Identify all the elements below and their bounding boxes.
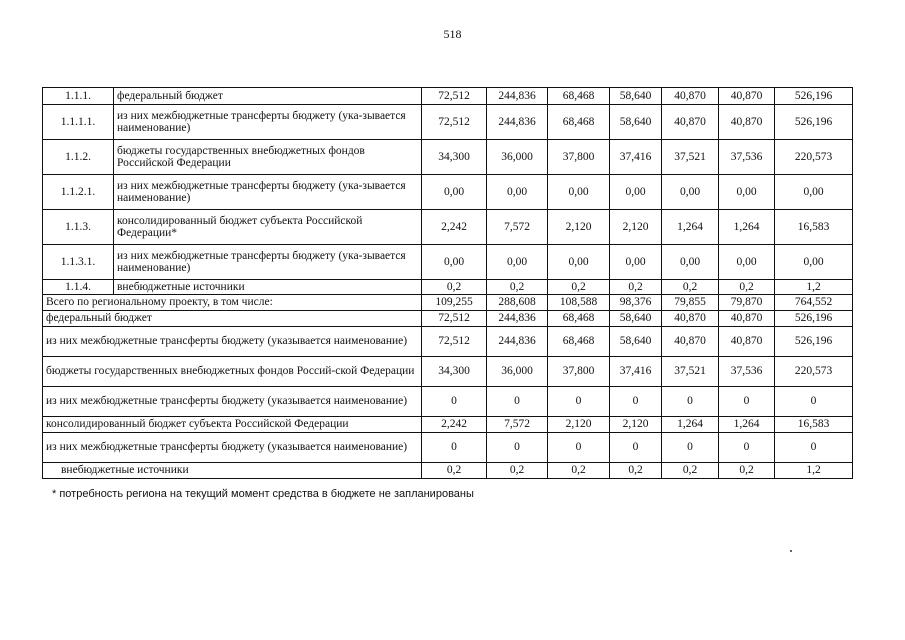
table-row	[43, 280, 853, 295]
summary-row-name: федеральный бюджет	[43, 311, 422, 327]
value-cell: 0,2	[719, 463, 775, 479]
value-cell: 7,572	[487, 210, 548, 245]
value-cell: 244,836	[487, 88, 548, 105]
total-cell: 16,583	[775, 417, 853, 433]
value-cell: 79,870	[719, 295, 775, 311]
row-code: 1.1.1.1.	[43, 105, 114, 140]
total-cell: 1,2	[775, 280, 853, 295]
page-number: 518	[443, 27, 462, 41]
total-cell: 16,583	[775, 210, 853, 245]
value-cell: 0	[610, 387, 662, 417]
table-row	[43, 175, 853, 210]
summary-row	[43, 311, 853, 327]
value-cell: 109,255	[422, 295, 487, 311]
row-code: 1.1.2.	[43, 140, 114, 175]
value-cell: 0	[548, 433, 610, 463]
value-cell: 0	[719, 387, 775, 417]
table-row	[43, 245, 853, 280]
value-cell: 288,608	[487, 295, 548, 311]
value-cell: 68,468	[548, 88, 610, 105]
value-cell: 37,536	[719, 140, 775, 175]
row-name: консолидированный бюджет субъекта Российской Федерации*	[114, 210, 422, 245]
row-name: федеральный бюджет	[114, 88, 422, 105]
summary-row	[43, 357, 853, 387]
total-cell: 526,196	[775, 88, 853, 105]
table-row	[43, 140, 853, 175]
value-cell: 58,640	[610, 327, 662, 357]
value-cell: 0,2	[719, 280, 775, 295]
value-cell: 34,300	[422, 140, 487, 175]
value-cell: 0,00	[610, 175, 662, 210]
value-cell: 1,264	[662, 417, 719, 433]
value-cell: 2,120	[610, 210, 662, 245]
value-cell: 0	[487, 387, 548, 417]
value-cell: 0,00	[662, 175, 719, 210]
total-cell: 220,573	[775, 357, 853, 387]
value-cell: 0,00	[719, 245, 775, 280]
summary-row	[43, 295, 853, 311]
value-cell: 2,242	[422, 210, 487, 245]
value-cell: 40,870	[719, 88, 775, 105]
row-name: из них межбюджетные трансферты бюджету (ука-зывается наименование)	[114, 105, 422, 140]
value-cell: 0,00	[548, 175, 610, 210]
row-code: 1.1.1.	[43, 88, 114, 105]
summary-row	[43, 433, 853, 463]
value-cell: 244,836	[487, 327, 548, 357]
value-cell: 0,00	[548, 245, 610, 280]
row-name: внебюджетные источники	[114, 280, 422, 295]
value-cell: 37,416	[610, 140, 662, 175]
summary-row	[43, 387, 853, 417]
value-cell: 68,468	[548, 105, 610, 140]
row-code: 1.1.3.	[43, 210, 114, 245]
value-cell: 0,00	[422, 245, 487, 280]
value-cell: 98,376	[610, 295, 662, 311]
value-cell: 0,2	[610, 280, 662, 295]
scan-speck	[790, 550, 792, 552]
total-cell: 220,573	[775, 140, 853, 175]
value-cell: 36,000	[487, 140, 548, 175]
value-cell: 0	[719, 433, 775, 463]
value-cell: 0,00	[662, 245, 719, 280]
value-cell: 0	[487, 433, 548, 463]
value-cell: 40,870	[719, 105, 775, 140]
row-code: 1.1.3.1.	[43, 245, 114, 280]
summary-row-name: из них межбюджетные трансферты бюджету (указывается наименование)	[43, 327, 422, 357]
summary-row-name: из них межбюджетные трансферты бюджету (указывается наименование)	[43, 433, 422, 463]
total-cell: 1,2	[775, 463, 853, 479]
value-cell: 244,836	[487, 311, 548, 327]
row-code: 1.1.2.1.	[43, 175, 114, 210]
row-name: из них межбюджетные трансферты бюджету (ука-зывается наименование)	[114, 245, 422, 280]
value-cell: 2,120	[610, 417, 662, 433]
value-cell: 0,2	[548, 463, 610, 479]
value-cell: 58,640	[610, 311, 662, 327]
value-cell: 2,120	[548, 417, 610, 433]
summary-row-name: консолидированный бюджет субъекта Российской Федерации	[43, 417, 422, 433]
table-row	[43, 105, 853, 140]
budget-table	[42, 87, 853, 479]
summary-row-name: Всего по региональному проекту, в том числе:	[43, 295, 422, 311]
value-cell: 68,468	[548, 311, 610, 327]
value-cell: 40,870	[662, 105, 719, 140]
value-cell: 0,00	[487, 245, 548, 280]
value-cell: 72,512	[422, 311, 487, 327]
value-cell: 0,2	[422, 280, 487, 295]
total-cell: 764,552	[775, 295, 853, 311]
total-cell: 526,196	[775, 311, 853, 327]
value-cell: 72,512	[422, 327, 487, 357]
value-cell: 0	[422, 433, 487, 463]
value-cell: 37,800	[548, 140, 610, 175]
value-cell: 58,640	[610, 105, 662, 140]
value-cell: 0,00	[610, 245, 662, 280]
value-cell: 58,640	[610, 88, 662, 105]
summary-row-name: внебюджетные источники	[43, 463, 422, 479]
value-cell: 2,120	[548, 210, 610, 245]
total-cell: 0	[775, 433, 853, 463]
value-cell: 37,521	[662, 140, 719, 175]
value-cell: 0,2	[548, 280, 610, 295]
summary-row	[43, 463, 853, 479]
value-cell: 40,870	[662, 88, 719, 105]
value-cell: 0	[548, 387, 610, 417]
value-cell: 34,300	[422, 357, 487, 387]
value-cell: 0,2	[422, 463, 487, 479]
total-cell: 526,196	[775, 105, 853, 140]
total-cell: 526,196	[775, 327, 853, 357]
value-cell: 40,870	[719, 327, 775, 357]
total-cell: 0,00	[775, 245, 853, 280]
value-cell: 0	[422, 387, 487, 417]
value-cell: 0,2	[662, 280, 719, 295]
value-cell: 0	[662, 433, 719, 463]
value-cell: 0,2	[610, 463, 662, 479]
value-cell: 36,000	[487, 357, 548, 387]
summary-row-name: из них межбюджетные трансферты бюджету (указывается наименование)	[43, 387, 422, 417]
table-row	[43, 210, 853, 245]
value-cell: 40,870	[719, 311, 775, 327]
value-cell: 7,572	[487, 417, 548, 433]
row-code: 1.1.4.	[43, 280, 114, 295]
value-cell: 2,242	[422, 417, 487, 433]
summary-row-name: бюджеты государственных внебюджетных фондов Россий-ской Федерации	[43, 357, 422, 387]
value-cell: 37,521	[662, 357, 719, 387]
summary-row	[43, 327, 853, 357]
value-cell: 0,2	[662, 463, 719, 479]
value-cell: 0,00	[422, 175, 487, 210]
value-cell: 72,512	[422, 105, 487, 140]
value-cell: 0	[610, 433, 662, 463]
value-cell: 108,588	[548, 295, 610, 311]
value-cell: 68,468	[548, 327, 610, 357]
value-cell: 0,2	[487, 463, 548, 479]
value-cell: 37,800	[548, 357, 610, 387]
row-name: бюджеты государственных внебюджетных фондов Российской Федерации	[114, 140, 422, 175]
value-cell: 40,870	[662, 327, 719, 357]
total-cell: 0,00	[775, 175, 853, 210]
footnote: * потребность региона на текущий момент средства в бюджете не запланированы	[52, 488, 474, 500]
row-name: из них межбюджетные трансферты бюджету (ука-зывается наименование)	[114, 175, 422, 210]
value-cell: 1,264	[662, 210, 719, 245]
value-cell: 1,264	[719, 210, 775, 245]
summary-row	[43, 417, 853, 433]
total-cell: 0	[775, 387, 853, 417]
value-cell: 0	[662, 387, 719, 417]
value-cell: 244,836	[487, 105, 548, 140]
value-cell: 37,536	[719, 357, 775, 387]
value-cell: 79,855	[662, 295, 719, 311]
table-row	[43, 88, 853, 105]
value-cell: 37,416	[610, 357, 662, 387]
value-cell: 40,870	[662, 311, 719, 327]
value-cell: 0,00	[719, 175, 775, 210]
value-cell: 72,512	[422, 88, 487, 105]
value-cell: 0,00	[487, 175, 548, 210]
value-cell: 1,264	[719, 417, 775, 433]
value-cell: 0,2	[487, 280, 548, 295]
